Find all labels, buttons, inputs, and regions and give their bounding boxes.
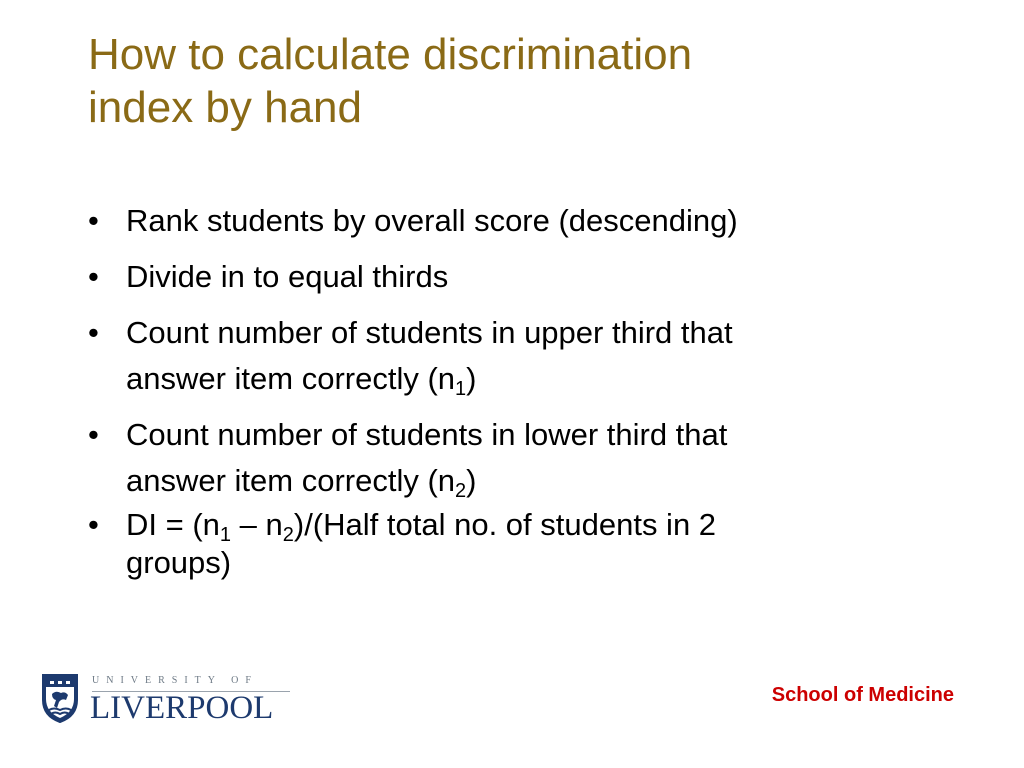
- formula-mid: – n: [231, 507, 283, 542]
- bullet-text: Divide in to equal thirds: [126, 259, 449, 294]
- bullet-dot-icon: •: [88, 417, 99, 452]
- bullet-text-close: ): [466, 463, 477, 498]
- subscript: 2: [455, 480, 467, 502]
- logo-liverpool: LIVERPOOL: [90, 690, 274, 726]
- formula-pre: DI = (n: [126, 507, 220, 542]
- slide-title: [88, 28, 948, 134]
- logo-university-of: UNIVERSITY OF: [92, 675, 258, 686]
- bullet-dot-icon: •: [88, 507, 99, 542]
- bullet-text-line-2: answer item correctly (n: [126, 361, 456, 396]
- bullet-text-line-1: Count number of students in upper third that: [126, 315, 733, 350]
- university-logo: [40, 672, 274, 730]
- formula-post: )/(Half total no. of students in 2: [293, 507, 717, 542]
- bullet-item-rank: [88, 198, 948, 244]
- subscript: 2: [282, 524, 294, 546]
- bullet-item-divide: [88, 254, 948, 300]
- bullet-text: Rank students by overall score (descending): [126, 203, 738, 238]
- bullet-item-lower-third: [88, 412, 948, 504]
- slide-title-line-1: How to calculate discrimination: [88, 30, 693, 79]
- bullet-text-line-1: Count number of students in lower third that: [126, 417, 728, 452]
- bullet-text-close: ): [466, 361, 477, 396]
- school-of-medicine-label: School of Medicine: [771, 684, 954, 706]
- subscript: 1: [219, 524, 232, 546]
- bullet-list: [88, 198, 948, 582]
- formula-line-2: groups): [126, 545, 232, 580]
- crest-icon: [40, 672, 80, 724]
- bullet-dot-icon: •: [88, 259, 99, 294]
- bullet-dot-icon: •: [88, 203, 99, 238]
- bullet-dot-icon: •: [88, 315, 99, 350]
- bullet-item-di-formula: [88, 506, 948, 582]
- slide-title-line-2: index by hand: [88, 83, 362, 132]
- bullet-text-line-2: answer item correctly (n: [126, 463, 456, 498]
- bullet-item-upper-third: [88, 310, 948, 402]
- subscript: 1: [455, 378, 467, 400]
